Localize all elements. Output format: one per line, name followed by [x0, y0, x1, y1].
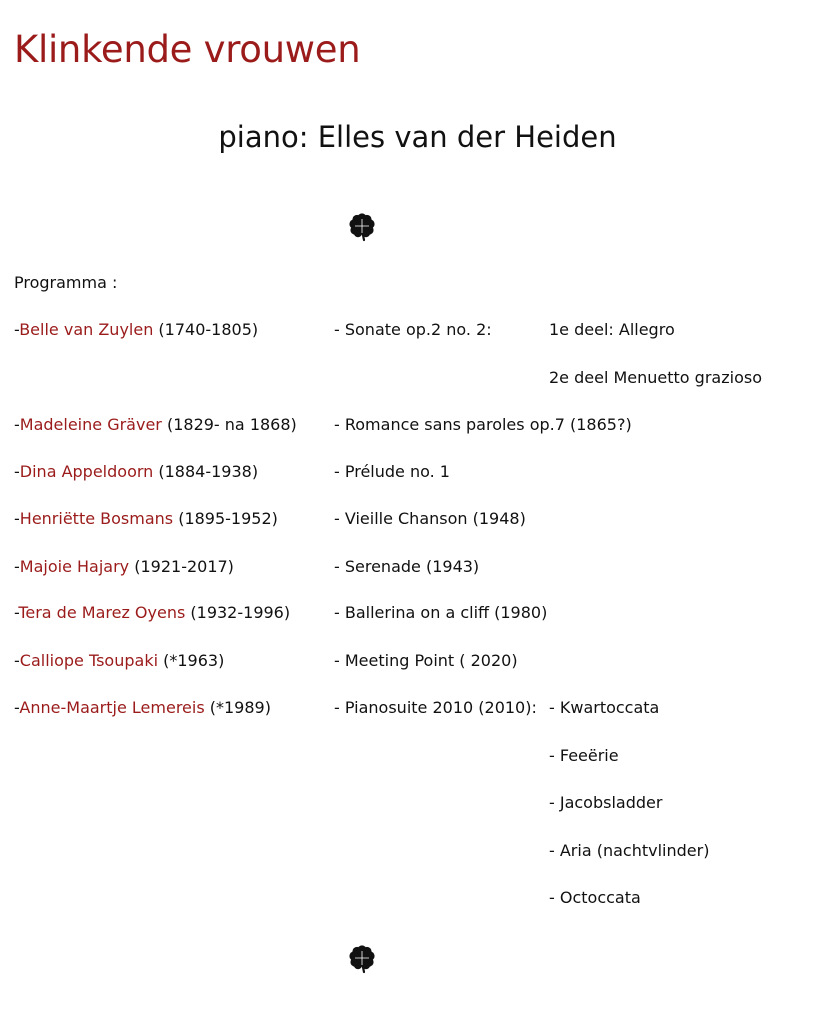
program-entry	[0, 462, 817, 486]
entry-dash: -	[14, 415, 20, 434]
composer-cell	[14, 320, 258, 339]
movement-detail: - Kwartoccata	[549, 698, 660, 717]
program-entry	[0, 320, 817, 344]
composer-dates: (1895-1952)	[173, 509, 278, 528]
composer-cell	[14, 603, 290, 622]
program-entry	[0, 698, 817, 722]
composer-name: Calliope Tsoupaki	[19, 651, 159, 670]
movement-detail: 2e deel Menuetto grazioso	[549, 368, 762, 387]
movement-detail: 1e deel: Allegro	[549, 320, 675, 339]
work-title: - Sonate op.2 no. 2:	[334, 320, 492, 339]
program-entry	[0, 509, 817, 533]
program-entry	[0, 557, 817, 581]
composer-name: Henriëtte Bosmans	[19, 509, 174, 528]
shamrock-icon	[347, 944, 377, 974]
entry-dash: -	[14, 557, 20, 576]
composer-cell	[14, 698, 271, 717]
work-title: - Pianosuite 2010 (2010):	[334, 698, 537, 717]
movement-detail: - Aria (nachtvlinder)	[549, 841, 710, 860]
composer-cell	[14, 651, 224, 670]
composer-name: Belle van Zuylen	[19, 320, 154, 339]
movement-detail: - Jacobsladder	[549, 793, 663, 812]
composer-dates: (1740-1805)	[153, 320, 259, 339]
work-title: - Meeting Point ( 2020)	[334, 651, 518, 670]
composer-name: Madeleine Gräver	[19, 415, 162, 434]
work-title: - Romance sans paroles op.7 (1865?)	[334, 415, 632, 434]
shamrock-icon	[347, 212, 377, 242]
movement-detail: - Feeërie	[549, 746, 619, 765]
composer-cell	[14, 557, 234, 576]
work-title: - Prélude no. 1	[334, 462, 450, 481]
performer-subtitle: piano: Elles van der Heiden	[218, 120, 617, 154]
composer-cell	[14, 509, 278, 528]
work-title: - Ballerina on a cliff (1980)	[334, 603, 548, 622]
program-entry	[0, 603, 817, 627]
program-heading: Programma :	[14, 273, 118, 292]
page-title: Klinkende vrouwen	[14, 28, 361, 71]
composer-name: Anne-Maartje Lemereis	[19, 698, 205, 717]
composer-cell	[14, 462, 258, 481]
entry-dash: -	[14, 603, 19, 622]
composer-dates: (1884-1938)	[153, 462, 259, 481]
program-entry	[0, 415, 817, 439]
composer-dates: (1829- na 1868)	[161, 415, 297, 434]
entry-dash: -	[14, 320, 20, 339]
composer-name: Majoie Hajary	[19, 557, 130, 576]
composer-dates: (1921-2017)	[129, 557, 234, 576]
entry-dash: -	[14, 698, 20, 717]
composer-name: Tera de Marez Oyens	[18, 603, 186, 622]
composer-cell	[14, 415, 297, 434]
composer-dates: (*1989)	[204, 698, 271, 717]
composer-name: Dina Appeldoorn	[19, 462, 154, 481]
composer-dates: (*1963)	[158, 651, 225, 670]
entry-dash: -	[14, 509, 20, 528]
composer-dates: (1932-1996)	[185, 603, 291, 622]
work-title: - Vieille Chanson (1948)	[334, 509, 526, 528]
entry-dash: -	[14, 462, 20, 481]
movement-detail: - Octoccata	[549, 888, 641, 907]
work-title: - Serenade (1943)	[334, 557, 480, 576]
program-entry	[0, 651, 817, 675]
entry-dash: -	[14, 651, 20, 670]
